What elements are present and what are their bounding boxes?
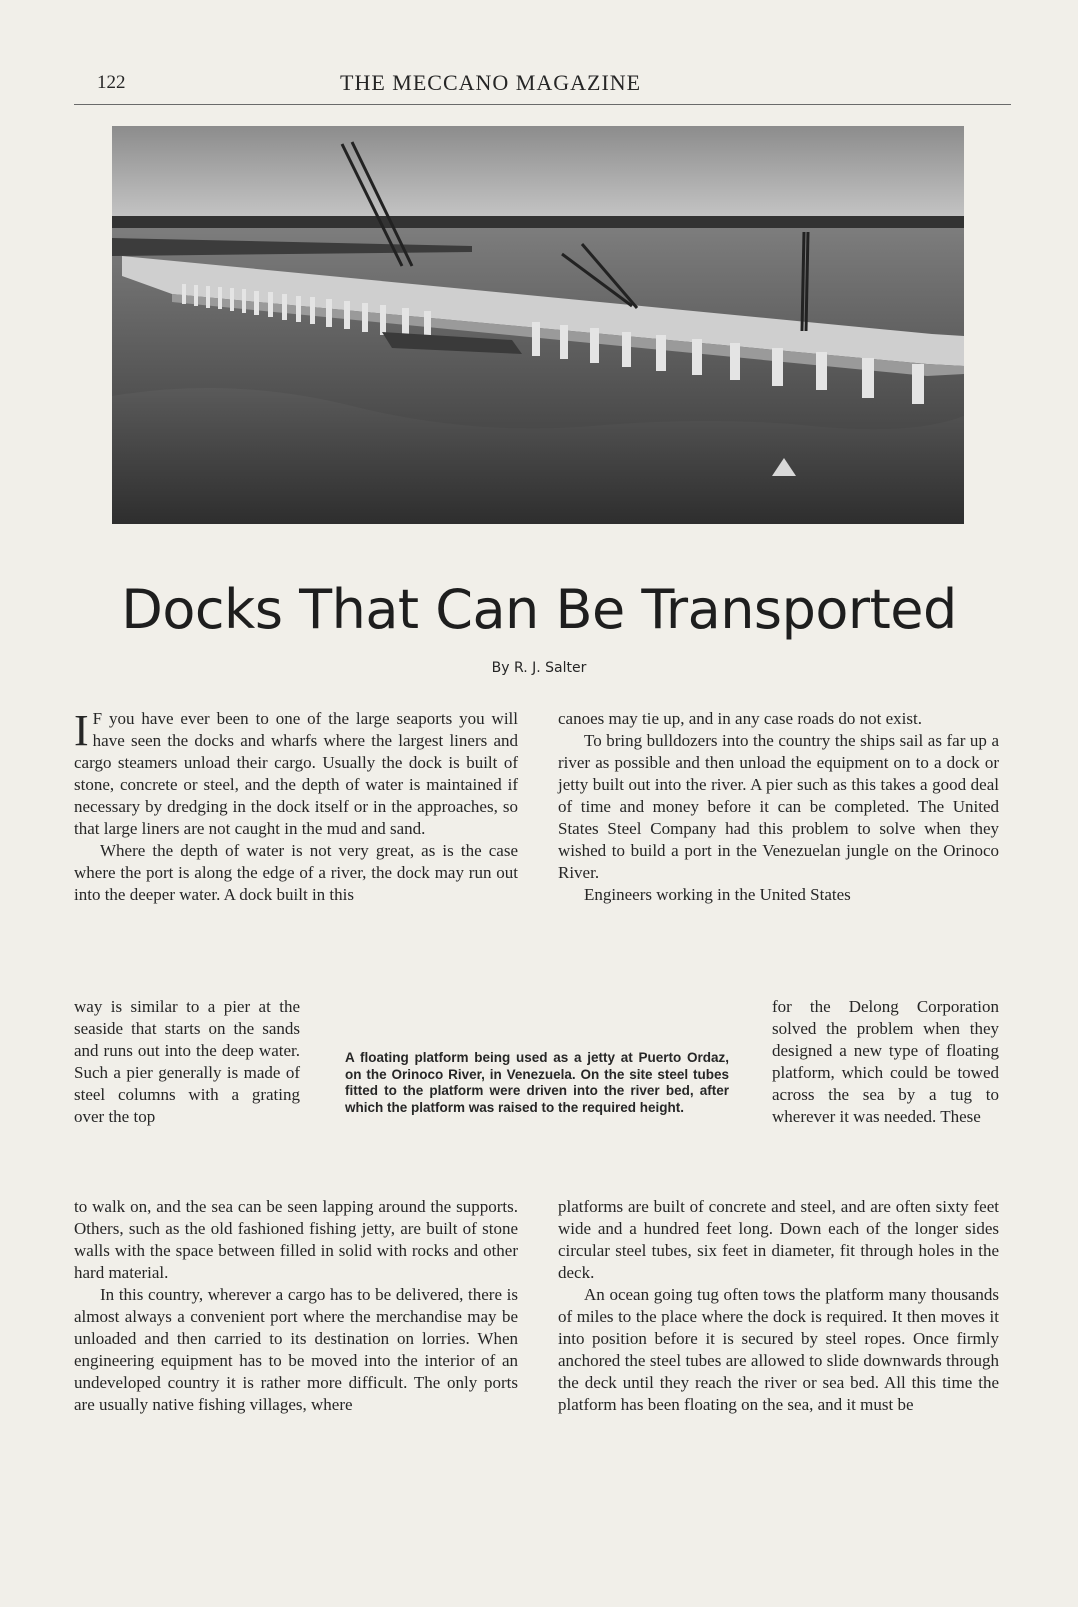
article-photo	[112, 126, 964, 524]
paragraph: An ocean going tug often tows the platform many thousands of miles to the place where the dock is required. It then moves it into position before it is secured by steel ropes. Once firmly anchored the steel tubes are allowed to slide downwards through the deck until they reach the river or sea bed. All this time the platform has been floating on the sea, and it must be	[558, 1285, 999, 1414]
photo-floating-jetty-icon	[112, 126, 964, 524]
paragraph: To bring bulldozers into the country the ships sail as far up a river as possible and then unload the equipment on to a dock or jetty built out into the river. A pier such as this takes a good deal of time and money before it can be completed. The United States Steel Company had this problem to solve when they wished to build a port in the Venezuelan jungle on the Orinoco River.	[558, 731, 999, 882]
right-column-bottom	[558, 1196, 999, 1416]
paragraph: Engineers working in the United States	[584, 885, 851, 904]
running-title: THE MECCANO MAGAZINE	[340, 70, 642, 95]
paragraph-text: F you have ever been to one of the large seaports you will have seen the docks and wharfs where the largest liners and cargo steamers unload their cargo. Usually the dock is built of stone, concrete or steel, and the depth of water is maintained if necessary by dredging in the dock itself or in the approaches, so that large liners are not caught in the mud and sand.	[74, 709, 518, 838]
header-rule	[74, 104, 1011, 105]
byline: By R. J. Salter	[491, 660, 587, 676]
paragraph	[74, 708, 518, 840]
left-column	[74, 708, 518, 906]
drop-cap: I	[74, 706, 89, 755]
paragraph: Where the depth of water is not very great, as is the case where the port is along the edge of a river, the dock may run out into the deeper water. A dock built in this	[74, 841, 518, 904]
right-wrap-text: for the Delong Corporation solved the problem when they designed a new type of floating platform, which could be towed across the sea by a tug to wherever it was needed. These	[772, 997, 999, 1126]
right-column	[558, 708, 999, 906]
photo-caption: A floating platform being used as a jetty at Puerto Ordaz, on the Orinoco River, in Venezuela. On the site steel tubes fitted to the platform were driven into the river bed, after which the platform was raised to the required height.	[345, 1050, 729, 1115]
left-column-bottom	[74, 1196, 518, 1416]
page-number: 122	[97, 72, 126, 93]
paragraph: platforms are built of concrete and steel, and are often sixty feet wide and a hundred feet long. Down each of the longer sides circular steel tubes, six feet in diameter, fit through holes in the deck.	[558, 1197, 999, 1282]
paragraph: In this country, wherever a cargo has to be delivered, there is almost always a convenient port where the merchandise may be unloaded and then carried to its destination on lorries. When engineering equipment has to be moved into the interior of an undeveloped country it is rather more difficult. The only ports are usually native fishing villages, where	[74, 1285, 518, 1414]
left-wrap-text: way is similar to a pier at the seaside that starts on the sands and runs out into the deep water. Such a pier generally is made of steel columns with a grating over the top	[74, 997, 300, 1126]
paragraph: canoes may tie up, and in any case roads do not exist.	[558, 709, 922, 728]
article-title: Docks That Can Be Transported	[121, 578, 957, 641]
paragraph: to walk on, and the sea can be seen lapping around the supports. Others, such as the old fashioned fishing jetty, are built of stone walls with the space between filled in solid with rocks and other hard material.	[74, 1197, 518, 1282]
